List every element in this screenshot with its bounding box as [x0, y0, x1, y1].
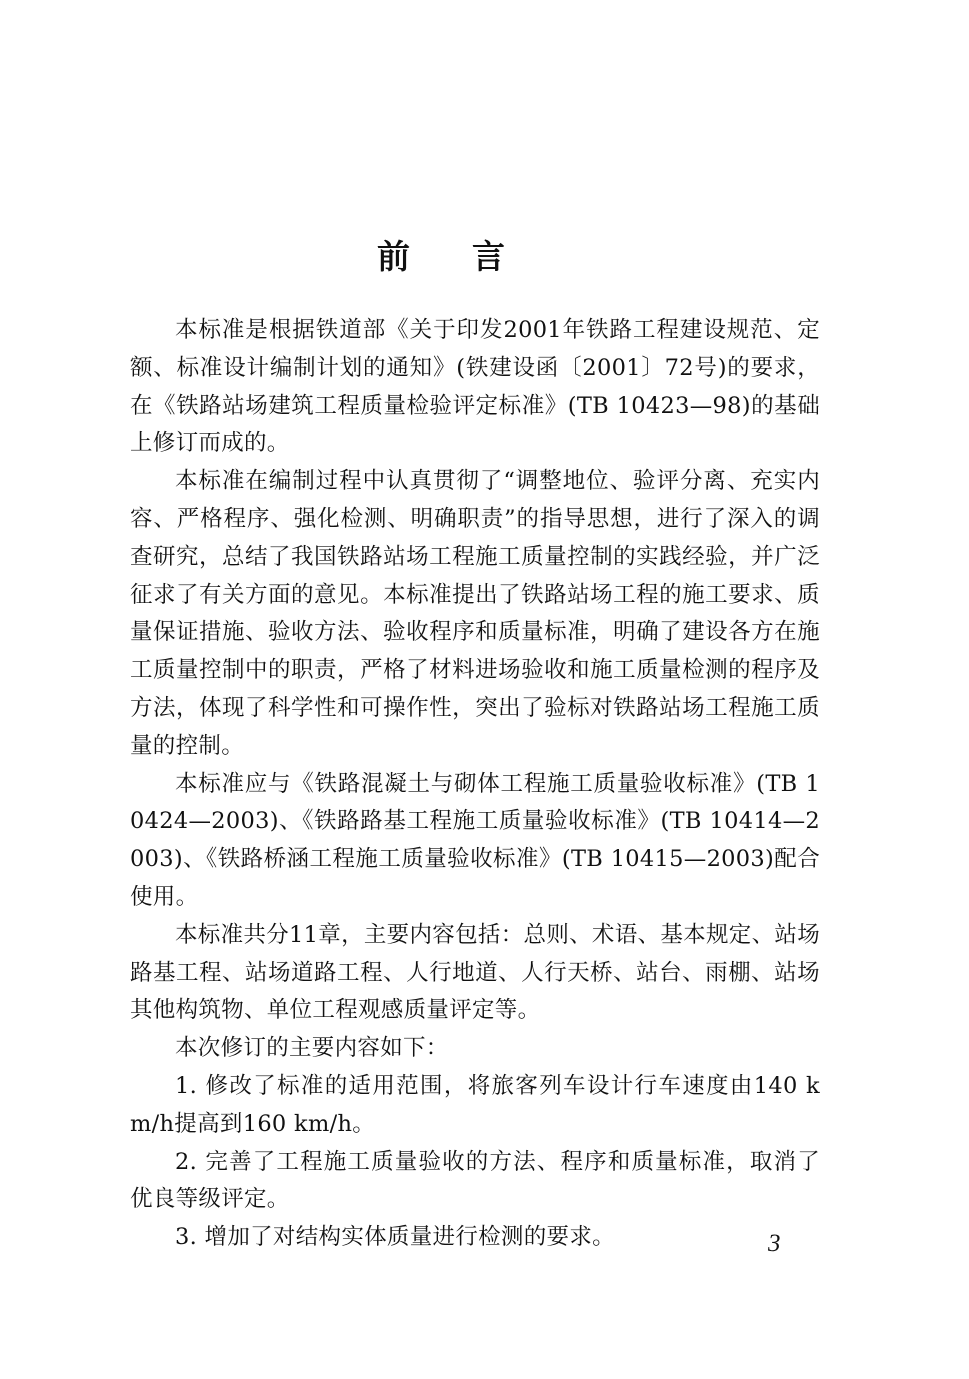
- revision-item-3: 3. 增加了对结构实体质量进行检测的要求。: [175, 1224, 615, 1251]
- paragraph-basis: 本标准是根据铁道部《关于印发2001年铁路工程建设规范、定额、标准设计编制计划的通知》(铁建设函〔2001〕72号)的要求，在《铁路站场建筑工程质量检验评定标准》(TB 10423—98)的基础上修订而成的。: [130, 317, 820, 457]
- revision-item-1: 1. 修改了标准的适用范围，将旅客列车设计行车速度由140 km/h提高到160 km/h。: [130, 1072, 820, 1137]
- preface-body: [130, 312, 820, 1257]
- page-number: 3: [768, 1230, 781, 1257]
- paragraph-guiding-ideas: 本标准在编制过程中认真贯彻了“调整地位、验评分离、充实内容、严格程序、强化检测、明确职责”的指导思想，进行了深入的调查研究，总结了我国铁路站场工程施工质量控制的实践经验，并广泛征求了有关方面的意见。本标准提出了铁路站场工程的施工要求、质量保证措施、验收方法、验收程序和质量标准，明确了建设各方在施工质量控制中的职责，严格了材料进场验收和施工质量检测的程序及方法，体现了科学性和可操作性，突出了验标对铁路站场工程施工质量的控制。: [130, 468, 820, 759]
- paragraph-related-standards: 本标准应与《铁路混凝土与砌体工程施工质量验收标准》(TB 10424—2003)、《铁路路基工程施工质量验收标准》(TB 10414—2003)、《铁路桥涵工程施工质量验收标准》(TB 10415—2003)配合使用。: [130, 770, 820, 910]
- paragraph-chapters: 本标准共分11章，主要内容包括：总则、术语、基本规定、站场路基工程、站场道路工程、人行地道、人行天桥、站台、雨棚、站场其他构筑物、单位工程观感质量评定等。: [130, 921, 820, 1024]
- page-title: 前言: [377, 237, 567, 276]
- paragraph-revision-intro: 本次修订的主要内容如下：: [175, 1035, 449, 1062]
- revision-item-2: 2. 完善了工程施工质量验收的方法、程序和质量标准，取消了优良等级评定。: [130, 1148, 820, 1213]
